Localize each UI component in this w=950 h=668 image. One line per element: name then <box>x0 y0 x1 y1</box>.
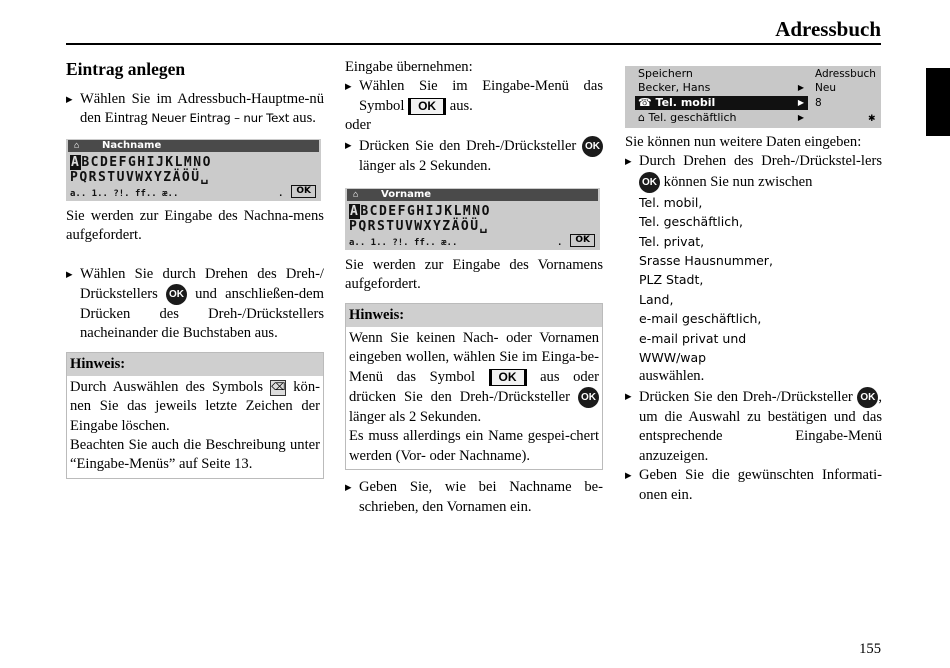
step-enter-firstname: ▶ Geben Sie, wie bei Nachname be-schrieben, den Vornamen ein. <box>345 478 603 517</box>
paragraph-firstname-prompt: Sie werden zur Eingabe des Vornamens aufgefordert. <box>345 257 603 293</box>
step-press-knob: ▶ Drücken Sie den Dreh-/Drücksteller OK länger als 2 Sekunden. <box>345 136 603 176</box>
home-icon: ⌂ <box>74 140 80 151</box>
chevron-right-icon: ▶ <box>797 98 804 107</box>
step-choose-letters: ▶ Wählen Sie durch Drehen des Dreh-/ Drückstellers OK und anschließen-dem Drücken des Dreh-/Drückstellers nacheinander die Buchstaben aus. <box>66 265 324 344</box>
ok-knob-icon: OK <box>857 387 878 408</box>
note-title: Hinweis: <box>67 353 323 376</box>
step-enter-information: ▶ Geben Sie die gewünschten Informati-onen ein. <box>625 466 882 505</box>
menu-item-name: Becker, Hans ▶ <box>638 81 804 94</box>
field-option: Tel. geschäftlich, <box>639 214 744 230</box>
surname-keyboard-screen <box>66 139 321 201</box>
header-rule <box>66 43 881 45</box>
address-menu-screen <box>625 66 881 128</box>
field-option: Land, <box>639 291 674 307</box>
note-body: Wenn Sie keinen Nach- oder Vornamen eingeben wollen, wählen Sie im Einga-be-Menü das Symbol OK aus oder drücken Sie den Dreh-/Drücksteller OK länger als 2 Sekunden. Es muss allerdings ein Name gespei-chert werden (Vor- oder Nachname). <box>349 329 599 464</box>
side-label-adressbuch: Adressbuch <box>815 68 876 80</box>
field-option: PLZ Stadt, <box>639 272 704 288</box>
column-3 <box>625 58 882 505</box>
chapter-tab-marker <box>926 68 950 136</box>
menu-item-speichern: Speichern <box>638 67 693 80</box>
ok-key: OK <box>291 185 316 198</box>
ok-knob-icon: OK <box>578 387 599 408</box>
screen-title: Nachname <box>102 139 162 151</box>
note-box <box>345 303 603 470</box>
field-option: Srasse Hausnummer, <box>639 253 773 269</box>
ok-symbol-icon: OK <box>408 98 446 115</box>
ok-knob-icon: OK <box>582 136 603 157</box>
field-option: e-mail privat und <box>639 330 747 346</box>
note-box <box>66 352 324 479</box>
field-option: Tel. mobil, <box>639 194 703 210</box>
screen-title: Vorname <box>381 189 432 201</box>
field-option: e-mail geschäftlich, <box>639 311 762 327</box>
side-label-memory: 8 <box>815 97 822 109</box>
paragraph-more-data: Sie können nun weitere Daten eingeben: <box>625 134 862 150</box>
paragraph-surname-prompt: Sie werden zur Eingabe des Nachna-mens aufgefordert. <box>66 207 324 244</box>
ok-knob-icon: OK <box>166 284 187 305</box>
menu-item-tel-geschaeftlich: ⌂ Tel. geschäftlich ▶ <box>638 111 804 124</box>
ok-knob-icon: OK <box>639 172 660 193</box>
side-label-neu: Neu <box>815 82 836 94</box>
ok-symbol-icon: OK <box>489 369 527 386</box>
ok-key: OK <box>570 234 595 247</box>
firstname-keyboard-screen <box>345 188 600 250</box>
step-confirm-selection: ▶ Drücken Sie den Dreh-/Drücksteller OK , um die Auswahl zu bestätigen und das entsprechende Eingabe-Menü anzuzeigen. <box>625 387 882 466</box>
paragraph-oder: oder <box>345 117 371 134</box>
column-1 <box>66 58 324 479</box>
home-icon: ⌂ <box>353 190 359 201</box>
chevron-right-icon: ▶ <box>797 83 804 92</box>
bluetooth-icon: ✱ <box>868 114 876 124</box>
column-2 <box>345 58 603 517</box>
keyboard-row-3: a.. 1.. ?!. ff.. æ.. . <box>70 188 284 199</box>
field-option: Tel. privat, <box>639 233 705 249</box>
step-choose-field: ▶ Durch Drehen des Dreh-/Drückstel-lers OK können Sie nun zwischen Tel. mobil, Tel. geschäftlich, Tel. privat, Srasse Hausnummer, PLZ Stadt, Land, e-mail geschäftlich, e-mail privat und WWW/wap auswählen. <box>625 152 882 386</box>
section-heading: Eintrag anlegen <box>66 59 186 79</box>
keyboard-row-1: ABCDEFGHIJKLMNO <box>350 204 491 220</box>
chevron-right-icon: ▶ <box>797 113 804 122</box>
note-title: Hinweis: <box>346 304 602 327</box>
keyboard-row-2: PQRSTUVWXYZÄÖÜ␣ <box>70 169 210 185</box>
page-header-title: Adressbuch <box>775 17 881 41</box>
page-number: 155 <box>859 641 881 657</box>
keyboard-row-3: a.. 1.. ?!. ff.. æ.. . <box>349 238 563 249</box>
step-select-new-entry: ▶ Wählen Sie im Adressbuch-Hauptme-nü den Eintrag Neuer Eintrag – nur Text aus. <box>66 90 324 129</box>
menu-item-tel-mobil: ☎ Tel. mobil ▶ <box>635 96 808 110</box>
note-body: Durch Auswählen des Symbols ⌫ kön-nen Sie das jeweils letzte Zeichen der Eingabe löschen. Beachten Sie auch die Beschreibung unter “Eingabe-Menüs” auf Seite 13. <box>70 378 320 473</box>
paragraph-apply-input: Eingabe übernehmen: <box>345 59 473 75</box>
step-select-ok-symbol: ▶ Wählen Sie im Eingabe-Menü das Symbol OK aus. <box>345 77 603 116</box>
field-option: WWW/wap <box>639 350 707 366</box>
keyboard-row-1: ABCDEFGHIJKLMNO <box>71 154 212 170</box>
backspace-icon: ⌫ <box>270 380 286 396</box>
keyboard-row-2: PQRSTUVWXYZÄÖÜ␣ <box>349 219 489 235</box>
